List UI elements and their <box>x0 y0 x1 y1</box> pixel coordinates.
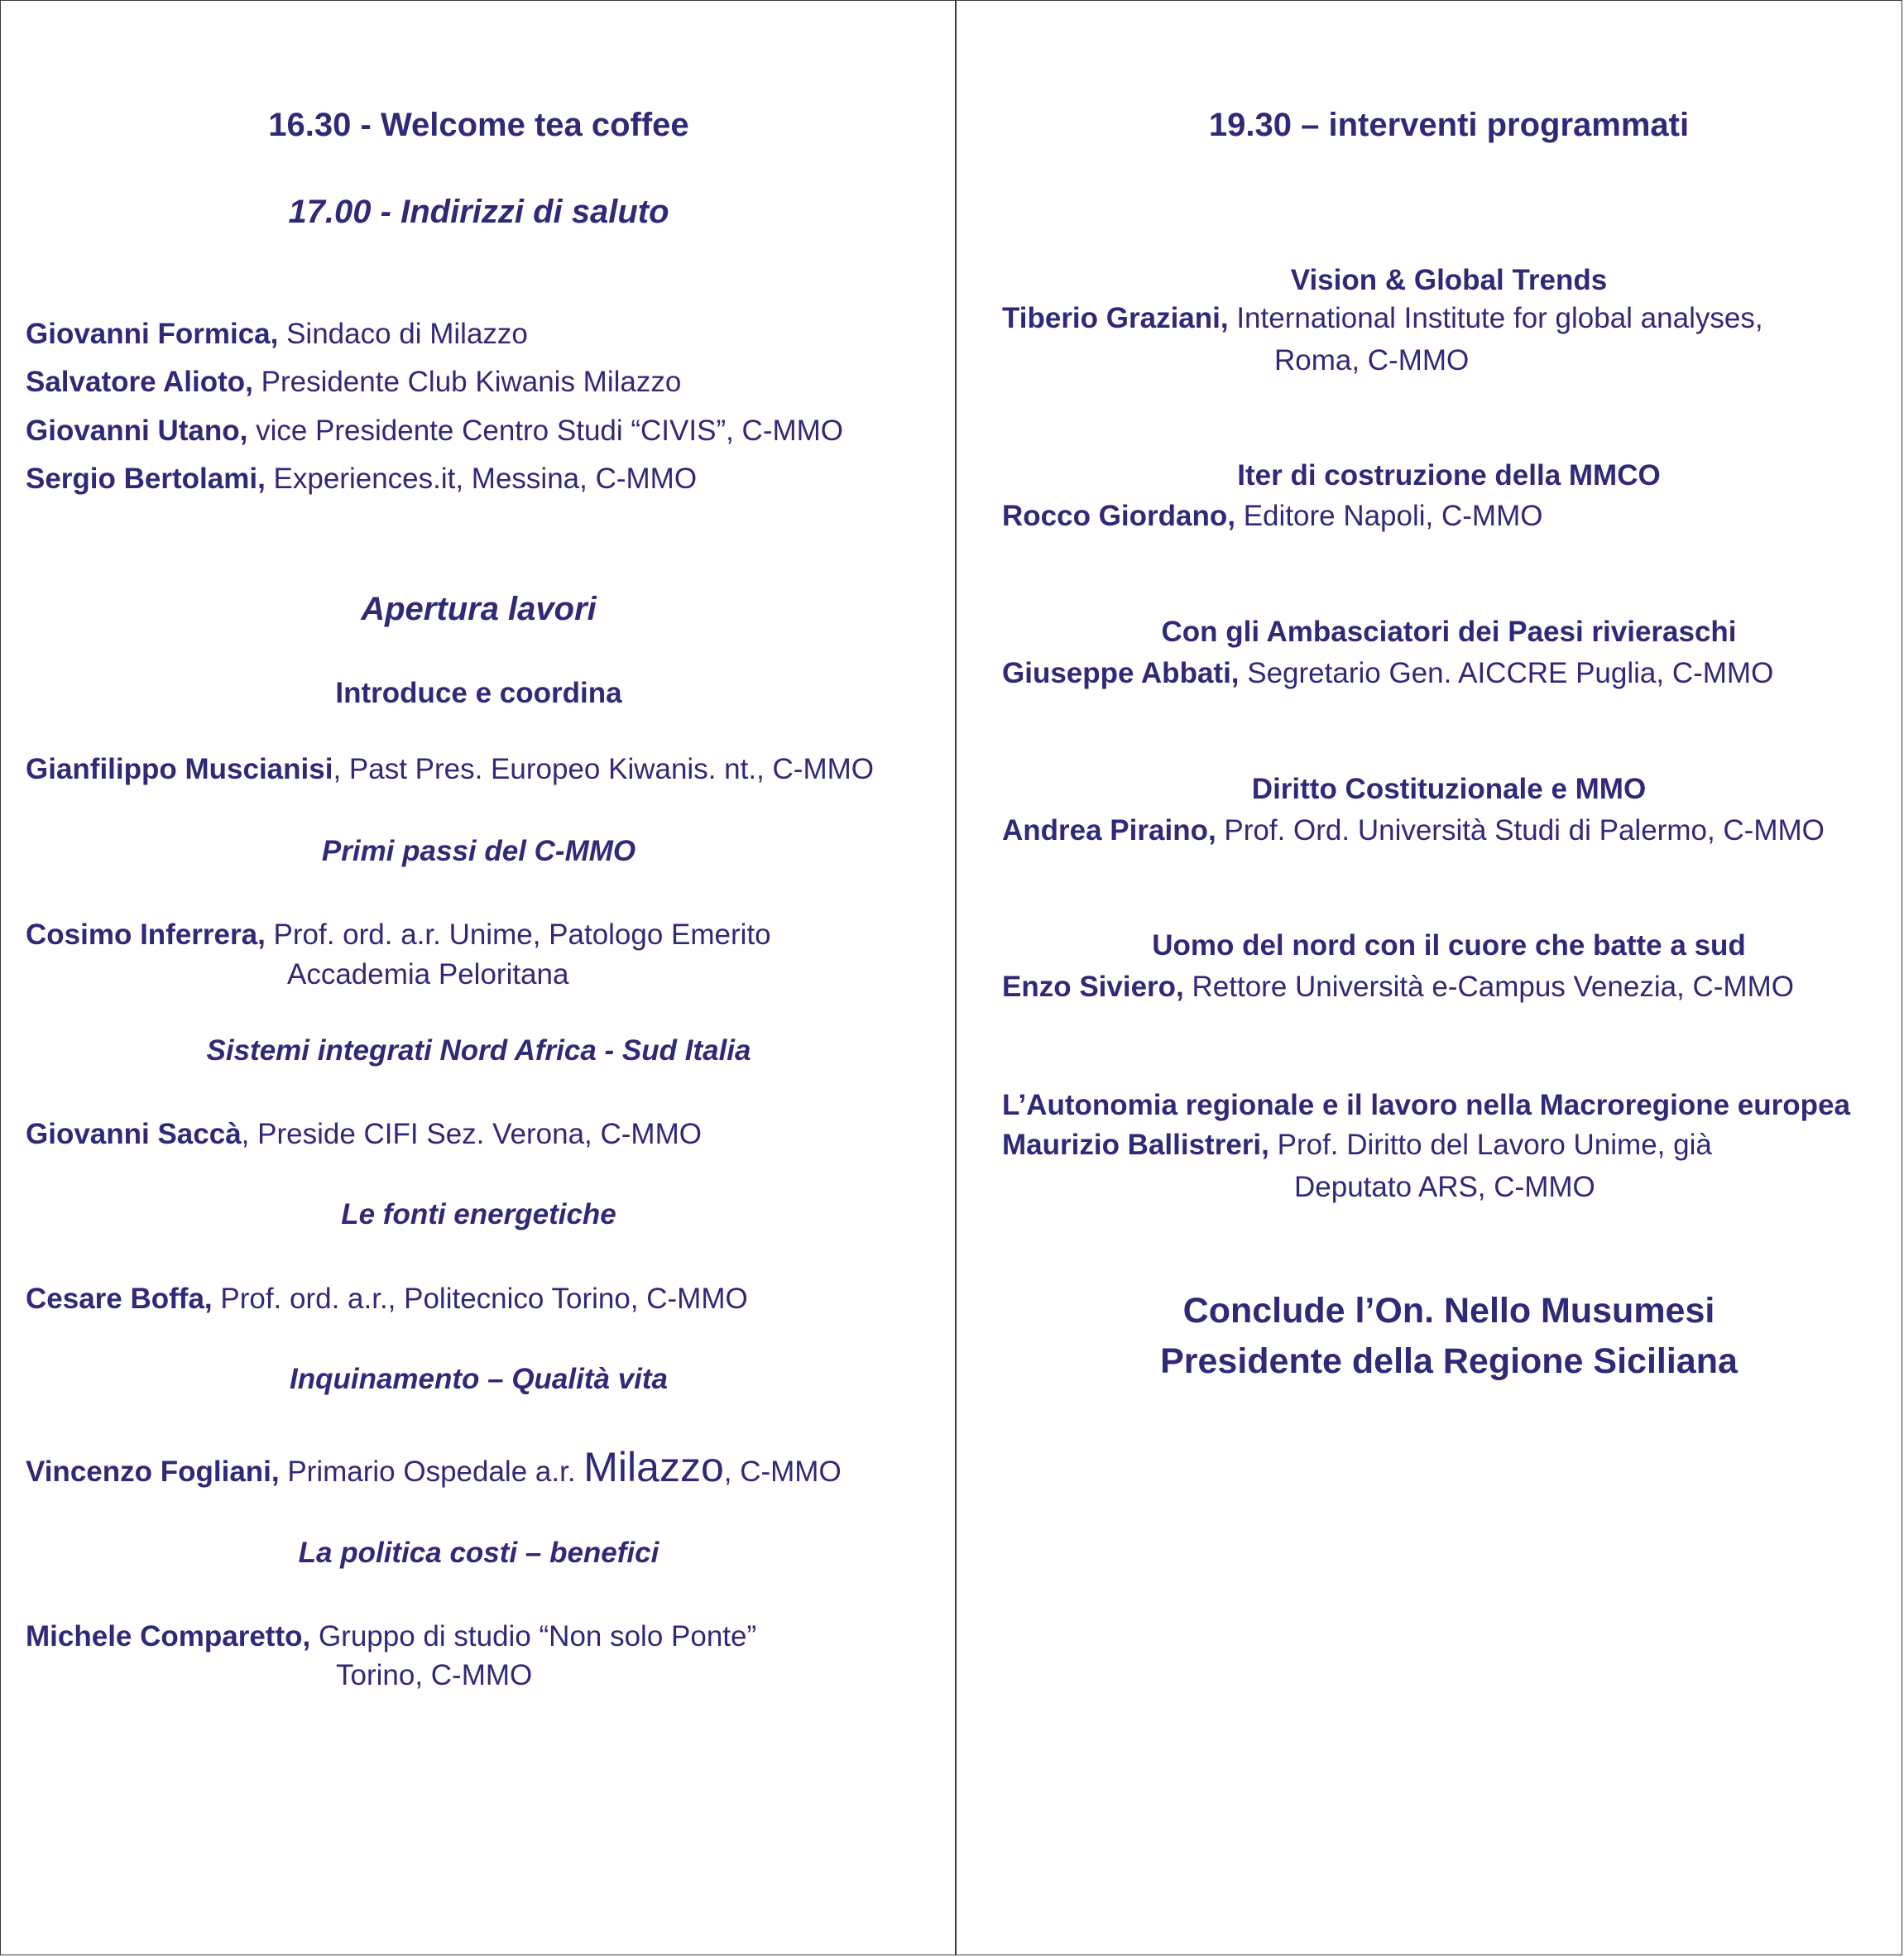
greeting-line <box>26 415 843 448</box>
politica-heading: La politica costi – benefici <box>298 1537 659 1569</box>
speaker-role-tail: , C-MMO <box>723 1456 842 1488</box>
graziani-line <box>1002 302 1763 335</box>
greeting-line <box>26 318 528 351</box>
ambasciatori-title: Con gli Ambasciatori dei Paesi rivieraschi <box>1161 616 1737 648</box>
conclude-line-2: Presidente della Regione Siciliana <box>1160 1341 1738 1381</box>
inferrera-line <box>26 919 771 952</box>
introduce-heading: Introduce e coordina <box>335 677 622 709</box>
abbati-line <box>1002 657 1773 690</box>
speaker-role: , Preside CIFI Sez. Verona, C-MMO <box>241 1118 702 1150</box>
speaker-role: , Past Pres. Europeo Kiwanis. nt., C-MMO <box>333 753 874 785</box>
speaker-name: Cosimo Inferrera, <box>26 919 266 951</box>
graziani-continuation: Roma, C-MMO <box>1274 344 1470 377</box>
ballistreri-line <box>1002 1129 1712 1162</box>
welcome-heading: 16.30 - Welcome tea coffee <box>268 107 689 143</box>
sacca-line <box>26 1118 702 1151</box>
speaker-role: Experiences.it, Messina, C-MMO <box>265 463 698 495</box>
speaker-role: International Institute for global analyses, <box>1228 302 1763 334</box>
greeting-line <box>26 463 697 496</box>
comparetto-continuation: Torino, C-MMO <box>336 1659 533 1691</box>
inferrera-continuation: Accademia Peloritana <box>287 958 569 990</box>
piraino-line <box>1002 814 1825 847</box>
iter-title: Iter di costruzione della MMCO <box>1237 459 1661 492</box>
column-divider <box>955 1 957 1955</box>
speaker-role: Prof. ord. a.r. Unime, Patologo Emerito <box>265 919 771 951</box>
vision-title: Vision & Global Trends <box>1290 264 1608 296</box>
uomo-title: Uomo del nord con il cuore che batte a sud <box>1152 929 1746 962</box>
saluto-heading: 17.00 - Indirizzi di saluto <box>288 194 669 230</box>
speaker-name: Andrea Piraino, <box>1002 814 1216 847</box>
speaker-role: Segretario Gen. AICCRE Puglia, C-MMO <box>1239 657 1774 689</box>
inquinamento-heading: Inquinamento – Qualità vita <box>289 1363 669 1395</box>
diritto-title: Diritto Costituzionale e MMO <box>1251 773 1647 805</box>
speaker-role: Editore Napoli, C-MMO <box>1235 500 1543 532</box>
primi-passi-heading: Primi passi del C-MMO <box>321 835 636 867</box>
fonti-heading: Le fonti energetiche <box>341 1198 616 1230</box>
speaker-name: Giuseppe Abbati, <box>1002 657 1240 689</box>
speaker-role: Prof. Ord. Università Studi di Palermo, C-MMO <box>1216 814 1825 847</box>
speaker-role: Presidente Club Kiwanis Milazzo <box>252 366 682 398</box>
speaker-role: Prof. ord. a.r., Politecnico Torino, C-MMO <box>212 1283 748 1315</box>
ballistreri-continuation: Deputato ARS, C-MMO <box>1294 1171 1595 1203</box>
speaker-role: Primario Ospedale a.r. <box>279 1456 584 1488</box>
city-word: Milazzo <box>583 1444 724 1490</box>
speaker-name: Salvatore Alioto, <box>26 366 253 398</box>
speaker-name: Tiberio Graziani, <box>1002 302 1229 334</box>
speaker-name: Giovanni Formica, <box>26 318 279 350</box>
boffa-line <box>26 1283 748 1316</box>
speaker-name: Giovanni Saccà <box>26 1118 242 1150</box>
speaker-role: Prof. Diritto del Lavoro Unime, già <box>1269 1129 1712 1161</box>
siviero-line <box>1002 971 1794 1004</box>
speaker-name: Sergio Bertolami, <box>26 463 266 495</box>
speaker-role: Rettore Università e-Campus Venezia, C-MMO <box>1183 971 1794 1003</box>
speaker-name: Giovanni Utano, <box>26 415 248 447</box>
speaker-name: Maurizio Ballistreri, <box>1002 1129 1269 1161</box>
fogliani-line <box>26 1443 842 1491</box>
speaker-name: Vincenzo Fogliani, <box>26 1456 280 1488</box>
autonomia-title: L’Autonomia regionale e il lavoro nella Macroregione europea <box>1002 1089 1850 1121</box>
speaker-name: Cesare Boffa, <box>26 1283 213 1315</box>
speaker-name: Enzo Siviero, <box>1002 971 1184 1003</box>
speaker-role: Gruppo di studio “Non solo Ponte” <box>310 1620 757 1652</box>
comparetto-line <box>26 1620 756 1653</box>
speaker-name: Rocco Giordano, <box>1002 500 1235 532</box>
interventi-heading: 19.30 – interventi programmati <box>1208 107 1690 143</box>
greeting-line <box>26 366 681 399</box>
giordano-line <box>1002 500 1542 533</box>
apertura-heading: Apertura lavori <box>361 591 597 627</box>
coordinator-line <box>26 753 874 786</box>
speaker-name: Gianfilippo Muscianisi <box>26 753 333 785</box>
speaker-name: Michele Comparetto, <box>26 1620 311 1652</box>
conclude-line-1: Conclude l’On. Nello Musumesi <box>1182 1291 1715 1331</box>
speaker-role: vice Presidente Centro Studi “CIVIS”, C-MMO <box>247 415 844 447</box>
sistemi-heading: Sistemi integrati Nord Africa - Sud Italia <box>206 1034 751 1067</box>
speaker-role: Sindaco di Milazzo <box>278 318 528 350</box>
